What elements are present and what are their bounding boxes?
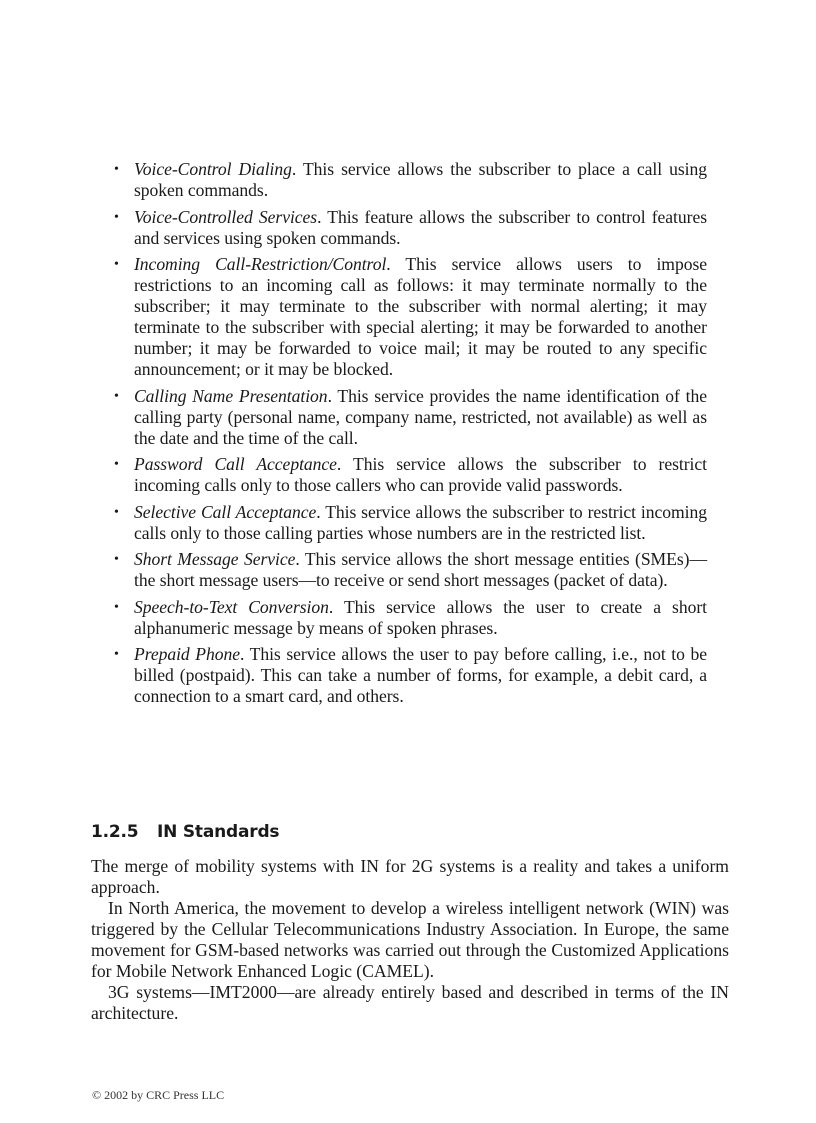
- service-term: Prepaid Phone: [134, 644, 240, 664]
- services-bullet-list: [110, 159, 707, 713]
- service-term: Voice-Controlled Services: [134, 206, 318, 227]
- service-description: . This service allows users to impose restrictions to an incoming call as follows: it may terminate normally to the subscriber; it may terminate to the subscriber with normal alerting; it may terminate to the subscriber with special alerting; it may be forwarded to another number; it may be forwarded to voice mail; it may be routed to any specific announcement; or it may be blocked.: [134, 254, 707, 379]
- service-term: Password Call Acceptance: [134, 454, 337, 474]
- service-description: . This service allows the user to create a short alphanumeric message by means of spoken phrases.: [134, 596, 707, 638]
- list-item: [110, 159, 707, 201]
- section-title: IN Standards: [157, 822, 280, 842]
- service-description: . This service allows the short message entities (SMEs)—the short message users—to receive or send short messages (packet of data).: [134, 549, 707, 590]
- service-description: . This service allows the subscriber to restrict incoming calls only to those callers who can provide valid passwords.: [134, 454, 707, 495]
- bullet-icon: •: [114, 388, 119, 404]
- list-item: [110, 502, 707, 544]
- paragraph: In North America, the movement to develop a wireless intelligent network (WIN) was triggered by the Cellular Telecommunications Industry Association. In Europe, the same movement for GSM-based networks was carried out through the Customized Applications for Mobile Network Enhanced Logic (CAMEL).: [91, 898, 729, 981]
- service-description: . This service provides the name identification of the calling party (personal name, company name, restricted, not available) as well as the date and the time of the call.: [134, 385, 708, 448]
- service-term: Short Message Service: [134, 549, 296, 569]
- service-description: . This service allows the subscriber to restrict incoming calls only to those calling parties whose numbers are in the restricted list.: [134, 501, 707, 543]
- list-item: [110, 254, 707, 380]
- paragraph: 3G systems—IMT2000—are already entirely based and described in terms of the IN architecture.: [91, 982, 729, 1023]
- service-description: . This service allows the subscriber to place a call using spoken commands.: [134, 159, 708, 200]
- service-term: Incoming Call-Restriction/Control: [134, 254, 387, 274]
- service-term: Speech-to-Text Conversion: [134, 596, 329, 617]
- bullet-icon: •: [114, 647, 119, 662]
- list-item: [110, 454, 707, 496]
- bullet-icon: •: [114, 257, 119, 272]
- section-number: 1.2.5: [91, 822, 139, 842]
- list-item: [110, 386, 707, 449]
- service-description: . This feature allows the subscriber to control features and services using spoken commands.: [134, 206, 707, 248]
- bullet-icon: •: [114, 504, 119, 520]
- bullet-icon: •: [114, 162, 119, 177]
- bullet-icon: •: [114, 552, 119, 567]
- list-item: [110, 597, 707, 639]
- section-heading: [91, 822, 279, 842]
- list-item: [110, 207, 707, 249]
- paragraph: The merge of mobility systems with IN for 2G systems is a reality and takes a uniform approach.: [91, 856, 729, 897]
- bullet-icon: •: [114, 457, 119, 472]
- list-item: [110, 644, 707, 707]
- service-term: Calling Name Presentation: [134, 385, 328, 406]
- copyright-footer: © 2002 by CRC Press LLC: [92, 1088, 225, 1102]
- list-item: [110, 549, 707, 591]
- section-body: [91, 856, 729, 1024]
- service-description: . This service allows the user to pay before calling, i.e., not to be billed (postpaid). This can take a number of forms, for example, a debit card, a connection to a smart card, and others.: [134, 644, 707, 706]
- service-term: Voice-Control Dialing: [134, 159, 292, 179]
- bullet-icon: •: [114, 599, 119, 615]
- service-term: Selective Call Acceptance: [134, 501, 317, 522]
- bullet-icon: •: [114, 209, 119, 225]
